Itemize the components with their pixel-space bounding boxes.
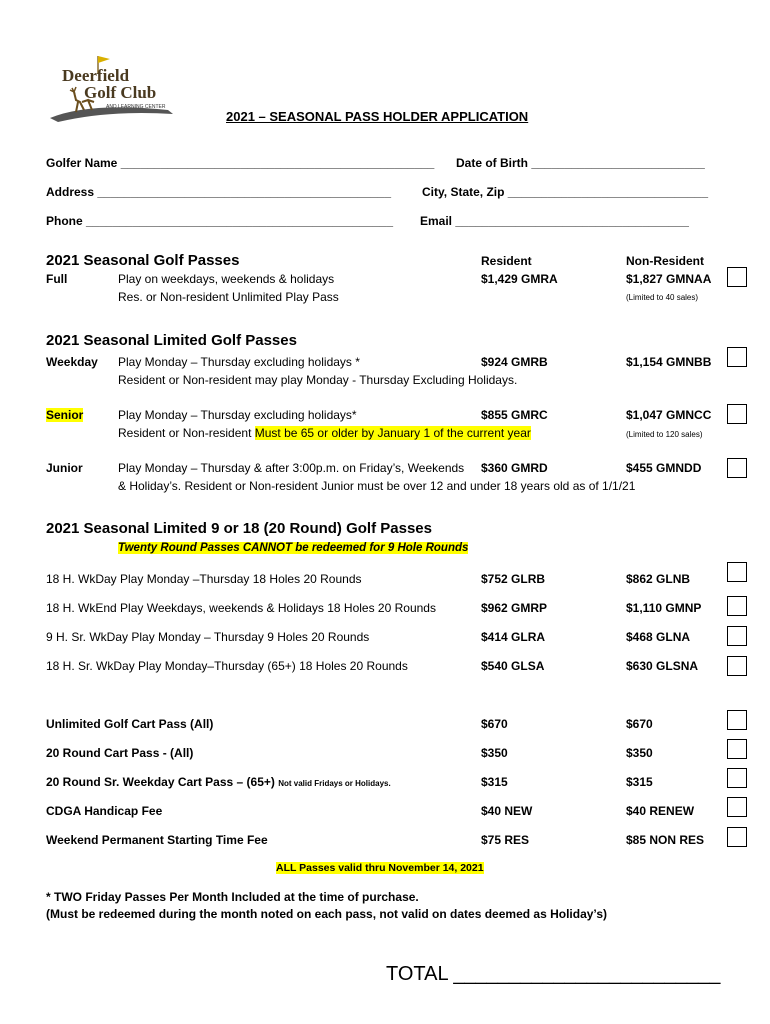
cdga-checkbox[interactable] [727,797,747,817]
cart-unlimited-res: $670 [481,717,508,731]
20round-note: Twenty Round Passes CANNOT be redeemed for 9 Hole Rounds [118,542,469,554]
junior-res-price: $360 GMRD [481,461,548,475]
weekday-label: Weekday [46,355,98,369]
senior-note: (Limited to 120 sales) [626,430,703,439]
junior-checkbox[interactable] [727,458,747,478]
starting-time-checkbox[interactable] [727,827,747,847]
senior-desc-2a: Resident or Non-resident [118,426,255,440]
senior-label: Senior [46,408,84,422]
full-nonres-price: $1,827 GMNAA [626,272,712,286]
cdga-nonres: $40 RENEW [626,804,695,818]
row-9h-sr-desc: 9 H. Sr. WkDay Play Monday – Thursday 9 Holes 20 Rounds [46,630,370,644]
cart-20round-checkbox[interactable] [727,739,747,759]
address-field[interactable]: Address ____________________________________________ [46,185,391,199]
phone-field[interactable]: Phone ______________________________________________ [46,214,393,228]
junior-desc-1: Play Monday – Thursday & after 3:00p.m. on Friday’s, Weekends [118,461,465,475]
cart-unlimited-desc: Unlimited Golf Cart Pass (All) [46,717,214,731]
cart-20round-res: $350 [481,746,508,760]
section-heading-seasonal: 2021 Seasonal Golf Passes [46,252,240,269]
row-9h-sr-res: $414 GLRA [481,630,546,644]
logo-line2: Golf Club [84,83,157,102]
senior-desc-1: Play Monday – Thursday excluding holidays* [118,408,357,422]
senior-checkbox[interactable] [727,404,747,424]
weekday-checkbox[interactable] [727,347,747,367]
row-18h-wkday-checkbox[interactable] [727,562,747,582]
row-18h-sr-res: $540 GLSA [481,659,545,673]
cart-sr-res: $315 [481,775,508,789]
deerfield-logo [48,52,178,122]
starting-time-nonres: $85 NON RES [626,833,705,847]
cdga-res: $40 NEW [481,804,533,818]
valid-thru-note: ALL Passes valid thru November 14, 2021 [276,862,484,874]
dob-field[interactable]: Date of Birth __________________________ [456,156,705,170]
col-nonresident: Non-Resident [626,254,704,268]
junior-nonres-price: $455 GMNDD [626,461,702,475]
friday-note-1: * TWO Friday Passes Per Month Included at the time of purchase. [46,890,419,904]
junior-desc-2: & Holiday’s. Resident or Non-resident Junior must be over 12 and under 18 years old as of 1/1/21 [118,479,636,493]
cart-sr-nonres: $315 [626,775,653,789]
row-18h-wkend-nonres: $1,110 GMNP [626,601,702,615]
email-field[interactable]: Email ___________________________________ [420,214,689,228]
cart-unlimited-nonres: $670 [626,717,653,731]
logo-tagline: AND LEARNING CENTER [106,104,166,110]
row-9h-sr-nonres: $468 GLNA [626,630,691,644]
starting-time-res: $75 RES [481,833,530,847]
starting-time-desc: Weekend Permanent Starting Time Fee [46,833,268,847]
senior-age-requirement: Must be 65 or older by January 1 of the current year [254,426,531,440]
full-res-price: $1,429 GMRA [481,272,558,286]
page-title: 2021 – SEASONAL PASS HOLDER APPLICATION [226,109,529,124]
row-9h-sr-checkbox[interactable] [727,626,747,646]
cart-sr-checkbox[interactable] [727,768,747,788]
weekday-res-price: $924 GMRB [481,355,548,369]
row-18h-sr-desc: 18 H. Sr. WkDay Play Monday–Thursday (65+) 18 Holes 20 Rounds [46,659,408,673]
junior-label: Junior [46,461,83,475]
full-note: (Limited to 40 sales) [626,293,699,302]
weekday-desc-1: Play Monday – Thursday excluding holidays * [118,355,360,369]
senior-desc-2 [118,426,531,440]
senior-res-price: $855 GMRC [481,408,548,422]
section-heading-limited: 2021 Seasonal Limited Golf Passes [46,332,297,349]
cart-sr-desc-small: Not valid Fridays or Holidays. [278,779,391,788]
full-label: Full [46,272,68,286]
full-checkbox[interactable] [727,267,747,287]
cdga-desc: CDGA Handicap Fee [46,804,163,818]
cart-unlimited-checkbox[interactable] [727,710,747,730]
cart-20round-nonres: $350 [626,746,653,760]
row-18h-wkday-nonres: $862 GLNB [626,572,691,586]
golfer-name-field[interactable]: Golfer Name _______________________________________________ [46,156,435,170]
cart-sr-desc-main: 20 Round Sr. Weekday Cart Pass – (65+) [46,775,279,789]
row-18h-wkend-res: $962 GMRP [481,601,548,615]
city-state-zip-field[interactable]: City, State, Zip ______________________________ [422,185,709,199]
section-heading-20round: 2021 Seasonal Limited 9 or 18 (20 Round) Golf Passes [46,520,432,537]
cart-sr-desc [46,775,391,789]
row-18h-sr-checkbox[interactable] [727,656,747,676]
total-field[interactable]: TOTAL ________________________ [386,963,721,985]
full-desc-2: Res. or Non-resident Unlimited Play Pass [118,290,339,304]
senior-nonres-price: $1,047 GMNCC [626,408,712,422]
weekday-nonres-price: $1,154 GMNBB [626,355,712,369]
col-resident: Resident [481,254,532,268]
row-18h-sr-nonres: $630 GLSNA [626,659,699,673]
friday-note-2: (Must be redeemed during the month noted on each pass, not valid on dates deemed as Holiday’s) [46,907,607,921]
row-18h-wkday-desc: 18 H. WkDay Play Monday –Thursday 18 Holes 20 Rounds [46,572,362,586]
row-18h-wkend-checkbox[interactable] [727,596,747,616]
cart-20round-desc: 20 Round Cart Pass - (All) [46,746,194,760]
full-desc-1: Play on weekdays, weekends & holidays [118,272,335,286]
row-18h-wkday-res: $752 GLRB [481,572,546,586]
row-18h-wkend-desc: 18 H. WkEnd Play Weekdays, weekends & Holidays 18 Holes 20 Rounds [46,601,436,615]
weekday-desc-2: Resident or Non-resident may play Monday - Thursday Excluding Holidays. [118,373,518,387]
logo-line1: Deerfield [62,66,130,85]
